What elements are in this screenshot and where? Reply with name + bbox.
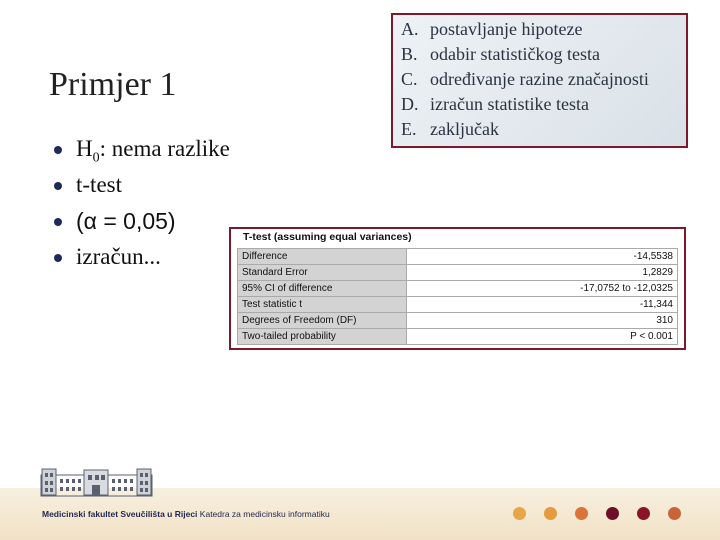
table-row: [238, 265, 678, 281]
step-letter: A.: [401, 19, 419, 39]
row-label: Two-tailed probability: [238, 329, 407, 345]
dot-4-icon: [606, 507, 619, 520]
table-row: [238, 249, 678, 265]
bullet-item: [54, 170, 314, 206]
footer-department: Katedra za medicinsku informatiku: [199, 509, 330, 519]
step-letter: B.: [401, 44, 418, 64]
slide-title: Primjer 1: [49, 66, 177, 103]
bullet-item: [54, 134, 314, 170]
table-row: [238, 281, 678, 297]
bullet-dot-icon: [54, 146, 62, 154]
bullet-alpha: (α = 0,05): [76, 208, 176, 234]
bullet-calc: izračun...: [76, 244, 161, 269]
row-label: Degrees of Freedom (DF): [238, 313, 407, 329]
row-label: 95% CI of difference: [238, 281, 407, 297]
step-letter: D.: [401, 94, 419, 114]
table-row: [238, 313, 678, 329]
dot-1-icon: [513, 507, 526, 520]
bullet-hypothesis: $H_0$: nema razlike: [76, 136, 230, 166]
step-text: odabir statističkog testa: [430, 44, 600, 64]
faculty-building-logo-icon: [40, 467, 153, 497]
decorative-dots: [513, 507, 683, 523]
step-text: izračun statistike testa: [430, 94, 589, 114]
dot-6-icon: [668, 507, 681, 520]
row-label: Test statistic t: [238, 297, 407, 313]
step-item: [401, 42, 678, 67]
bullet-test: t-test: [76, 172, 122, 197]
step-letter: C.: [401, 69, 418, 89]
row-label: Difference: [238, 249, 407, 265]
row-value: -11,344: [407, 297, 678, 313]
row-label: Standard Error: [238, 265, 407, 281]
bullet-dot-icon: [54, 182, 62, 190]
row-value: -17,0752 to -12,0325: [407, 281, 678, 297]
bullet-dot-icon: [54, 218, 62, 226]
footer-institution: Medicinski fakultet Sveučilišta u Rijeci: [42, 509, 198, 519]
step-item: [401, 117, 678, 142]
step-text: postavljanje hipoteze: [430, 19, 583, 39]
footer-text: [42, 509, 330, 519]
bullet-dot-icon: [54, 254, 62, 262]
step-letter: E.: [401, 119, 417, 139]
step-item: [401, 67, 678, 92]
ttest-results-panel: [229, 227, 686, 350]
step-text: zaključak: [430, 119, 499, 139]
steps-box: [391, 13, 688, 148]
step-text: određivanje razine značajnosti: [430, 69, 649, 89]
dot-3-icon: [575, 507, 588, 520]
step-item: [401, 17, 678, 42]
row-value: 310: [407, 313, 678, 329]
row-value: P < 0.001: [407, 329, 678, 345]
dot-2-icon: [544, 507, 557, 520]
ttest-table: [237, 248, 678, 345]
ttest-title: T-test (assuming equal variances): [243, 231, 412, 243]
dot-5-icon: [637, 507, 650, 520]
step-item: [401, 92, 678, 117]
table-row: [238, 329, 678, 345]
row-value: -14,5538: [407, 249, 678, 265]
row-value: 1,2829: [407, 265, 678, 281]
table-row: [238, 297, 678, 313]
